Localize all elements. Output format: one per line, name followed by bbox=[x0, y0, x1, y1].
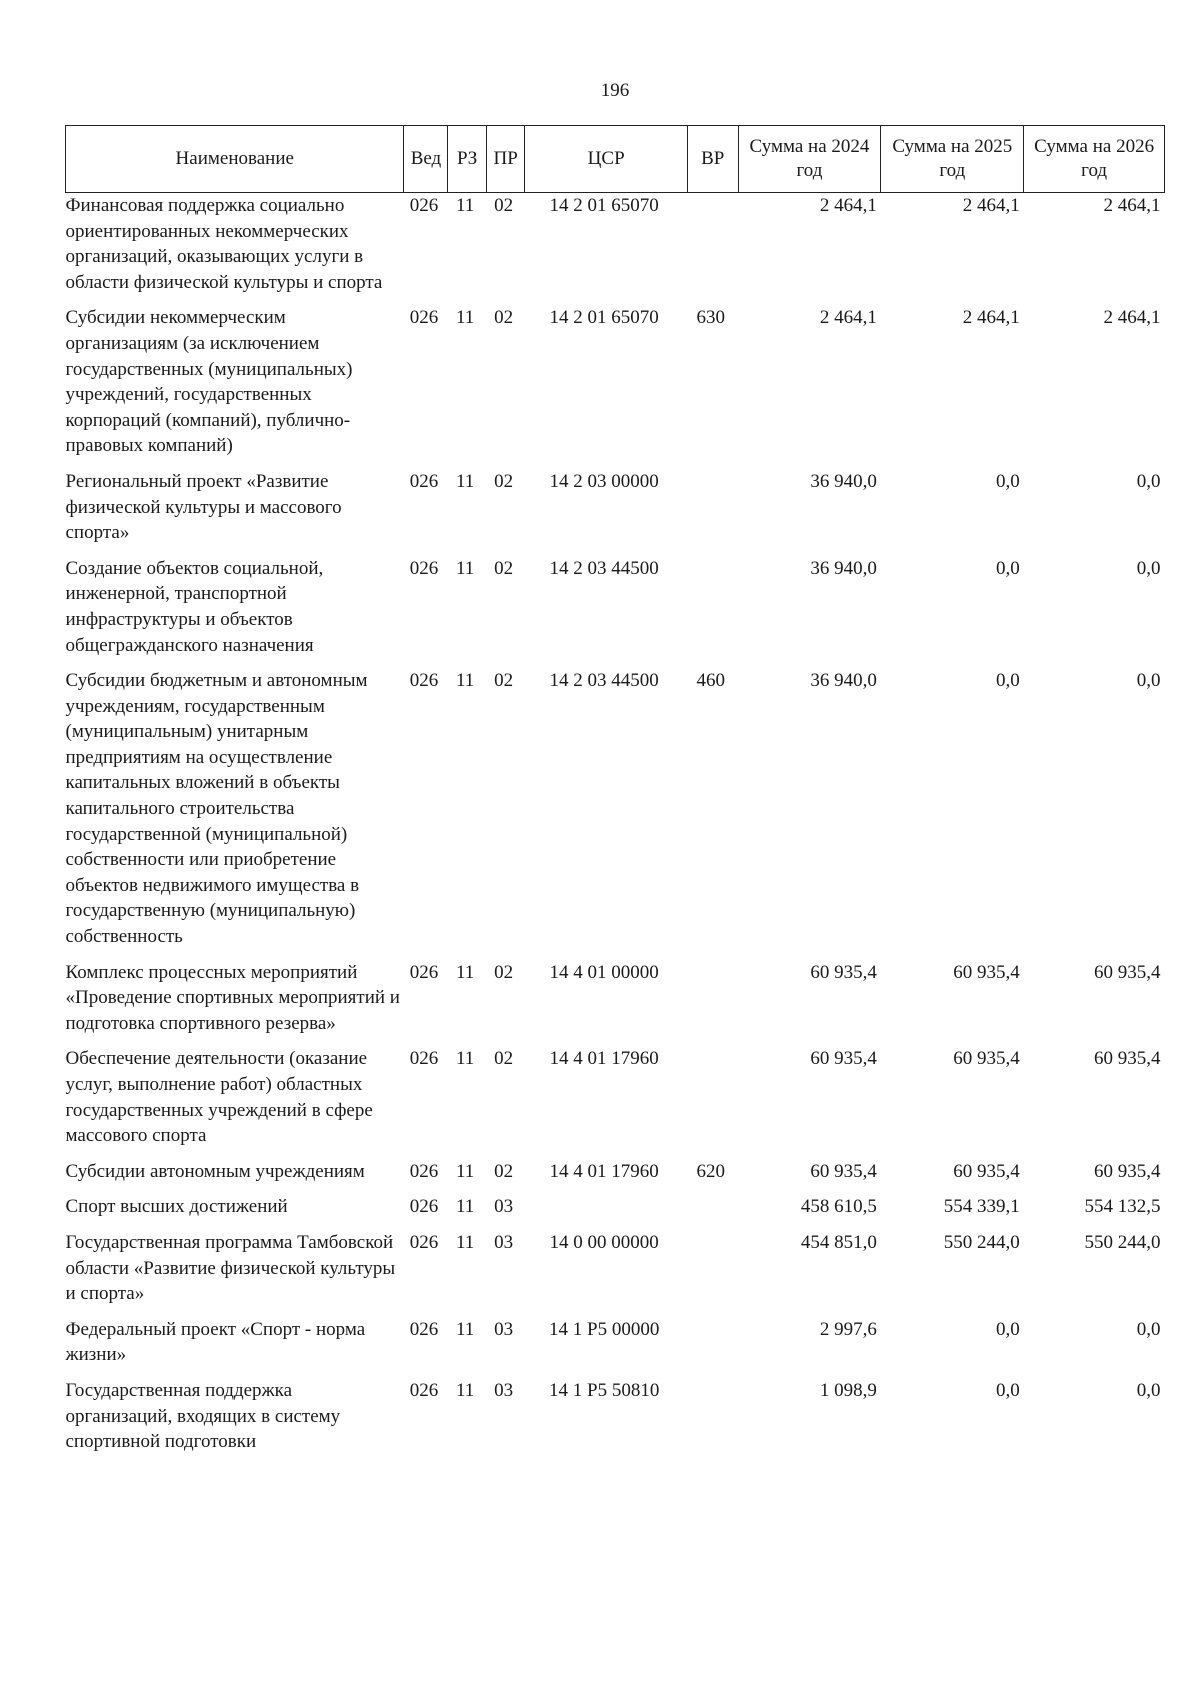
table-row bbox=[66, 193, 1165, 306]
table-row bbox=[66, 305, 1165, 469]
cell-csr: 14 2 01 65070 bbox=[549, 195, 659, 216]
cell-vr bbox=[687, 960, 738, 1047]
cell-vr: 620 bbox=[696, 1160, 725, 1182]
header-rz: РЗ bbox=[448, 126, 486, 193]
cell-csr: 14 2 01 65070 bbox=[549, 307, 659, 329]
cell-ved: 026 bbox=[409, 1160, 439, 1182]
cell-rz: 11 bbox=[456, 1048, 475, 1070]
cell-sum-2026: 0,0 bbox=[1136, 470, 1161, 492]
cell-sum-2025: 60 935,4 bbox=[953, 961, 1020, 983]
cell-pr: 02 bbox=[494, 557, 514, 579]
cell-rz: 11 bbox=[456, 307, 475, 329]
cell-vr bbox=[687, 1317, 738, 1378]
cell-sum-2026: 60 935,4 bbox=[1094, 961, 1161, 983]
cell-sum-2025: 60 935,4 bbox=[953, 1048, 1020, 1070]
cell-name: Создание объектов социальной, инженерной, транспортной инфраструктуры и объектов общегражданского назначения bbox=[65, 557, 324, 656]
cell-rz: 11 bbox=[456, 1379, 475, 1401]
table-header bbox=[66, 126, 1165, 193]
table-row bbox=[66, 960, 1165, 1047]
table-row bbox=[66, 1046, 1165, 1158]
header-csr: ЦСР bbox=[525, 126, 688, 193]
cell-sum-2026: 0,0 bbox=[1136, 1379, 1161, 1401]
cell-ved: 026 bbox=[409, 1318, 439, 1340]
cell-ved: 026 bbox=[409, 1231, 439, 1253]
header-ved: Вед bbox=[404, 126, 448, 193]
cell-rz: 11 bbox=[456, 470, 475, 492]
cell-csr: 14 2 03 44500 bbox=[549, 670, 659, 692]
cell-sum-2024: 36 940,0 bbox=[810, 470, 877, 492]
cell-name: Государственная поддержка организаций, входящих в систему спортивной подготовки bbox=[65, 1379, 341, 1453]
table-row bbox=[66, 1317, 1165, 1378]
table-body bbox=[66, 193, 1165, 1465]
cell-vr bbox=[687, 1046, 738, 1158]
cell-sum-2025: 0,0 bbox=[996, 1379, 1020, 1401]
cell-csr: 14 4 01 17960 bbox=[549, 1048, 659, 1070]
cell-sum-2025: 0,0 bbox=[996, 470, 1020, 492]
cell-sum-2024: 458 610,5 bbox=[800, 1196, 877, 1218]
cell-ved: 026 bbox=[409, 961, 439, 983]
cell-sum-2024: 60 935,4 bbox=[810, 961, 877, 983]
cell-name: Спорт высших достижений bbox=[65, 1196, 288, 1218]
cell-pr: 02 bbox=[494, 1160, 514, 1182]
cell-csr: 14 4 01 17960 bbox=[549, 1160, 659, 1182]
cell-sum-2025: 0,0 bbox=[996, 557, 1020, 579]
cell-sum-2024: 36 940,0 bbox=[810, 557, 877, 579]
cell-sum-2025: 60 935,4 bbox=[953, 1160, 1020, 1182]
cell-pr: 03 bbox=[494, 1379, 514, 1401]
cell-csr: 14 1 Р5 00000 bbox=[549, 1318, 660, 1340]
table-row bbox=[66, 668, 1165, 960]
cell-pr: 02 bbox=[494, 307, 514, 329]
cell-rz: 11 bbox=[456, 1231, 475, 1253]
cell-sum-2024: 1 098,9 bbox=[819, 1379, 877, 1401]
cell-name: Субсидии автономным учреждениям bbox=[65, 1160, 365, 1182]
cell-sum-2025: 0,0 bbox=[996, 670, 1020, 692]
cell-ved: 026 bbox=[409, 307, 439, 329]
cell-name: Региональный проект «Развитие физической культуры и массового спорта» bbox=[65, 470, 342, 544]
cell-sum-2024: 454 851,0 bbox=[800, 1231, 877, 1253]
header-sum-2025: Сумма на 2025 год bbox=[881, 126, 1024, 193]
cell-ved: 026 bbox=[409, 470, 439, 492]
cell-pr: 02 bbox=[494, 961, 514, 983]
cell-ved: 026 bbox=[409, 557, 439, 579]
cell-csr: 14 2 03 44500 bbox=[549, 557, 659, 579]
cell-vr: 460 bbox=[696, 670, 725, 692]
cell-name: Субсидии некоммерческим организациям (за исключением государственных (муниципальных) учреждений, государственных корпораций (компаний), публично-правовых компаний) bbox=[65, 307, 353, 457]
cell-name: Субсидии бюджетным и автономным учреждениям, государственным (муниципальным) унитарным предприятиям на осуществление капитальных вложений в объекты капитального строительства государственной (муниципальной) собственности или приобретение объектов недвижимого имущества в государственную (муниципальную) собственность bbox=[65, 670, 368, 948]
cell-pr: 02 bbox=[494, 1048, 514, 1070]
cell-rz: 11 bbox=[456, 195, 475, 216]
cell-pr: 03 bbox=[494, 1196, 514, 1218]
table-row bbox=[66, 1230, 1165, 1317]
cell-vr bbox=[687, 193, 738, 306]
header-vr: ВР bbox=[687, 126, 738, 193]
cell-vr bbox=[687, 469, 738, 556]
cell-sum-2026: 0,0 bbox=[1136, 557, 1161, 579]
cell-vr bbox=[687, 1230, 738, 1317]
cell-ved: 026 bbox=[409, 1379, 439, 1401]
cell-sum-2025: 2 464,1 bbox=[962, 195, 1020, 216]
cell-vr: 630 bbox=[696, 307, 725, 329]
header-name: Наименование bbox=[66, 126, 404, 193]
cell-sum-2024: 2 997,6 bbox=[819, 1318, 877, 1340]
cell-rz: 11 bbox=[456, 1318, 475, 1340]
cell-vr bbox=[687, 1378, 738, 1465]
cell-name: Федеральный проект «Спорт - норма жизни» bbox=[65, 1318, 366, 1366]
table-row bbox=[66, 1194, 1165, 1230]
cell-rz: 11 bbox=[456, 557, 475, 579]
cell-pr: 03 bbox=[494, 1318, 514, 1340]
cell-sum-2026: 60 935,4 bbox=[1094, 1160, 1161, 1182]
cell-ved: 026 bbox=[409, 1048, 439, 1070]
cell-name: Государственная программа Тамбовской области «Развитие физической культуры и спорта» bbox=[65, 1231, 396, 1305]
table-row bbox=[66, 556, 1165, 668]
cell-ved: 026 bbox=[409, 1196, 439, 1218]
cell-csr: 14 4 01 00000 bbox=[549, 961, 659, 983]
cell-csr: 14 2 03 00000 bbox=[549, 470, 659, 492]
page-number: 196 bbox=[600, 80, 630, 101]
cell-name: Комплекс процессных мероприятий «Проведение спортивных мероприятий и подготовка спортивного резерва» bbox=[65, 961, 400, 1034]
cell-sum-2024: 2 464,1 bbox=[819, 195, 877, 216]
cell-sum-2025: 550 244,0 bbox=[943, 1231, 1020, 1253]
cell-sum-2024: 2 464,1 bbox=[819, 307, 877, 329]
cell-pr: 02 bbox=[494, 470, 514, 492]
cell-csr: 14 0 00 00000 bbox=[549, 1231, 659, 1253]
cell-sum-2025: 554 339,1 bbox=[943, 1196, 1020, 1218]
header-sum-2024: Сумма на 2024 год bbox=[738, 126, 881, 193]
table-row bbox=[66, 1378, 1165, 1465]
cell-ved: 026 bbox=[409, 670, 439, 692]
table-row bbox=[66, 469, 1165, 556]
cell-csr: 14 1 Р5 50810 bbox=[549, 1379, 660, 1401]
header-sum-2026: Сумма на 2026 год bbox=[1024, 126, 1165, 193]
cell-vr bbox=[687, 556, 738, 668]
cell-sum-2026: 550 244,0 bbox=[1084, 1231, 1161, 1253]
cell-sum-2024: 60 935,4 bbox=[810, 1160, 877, 1182]
cell-name: Обеспечение деятельности (оказание услуг, выполнение работ) областных государственных учреждений в сфере массового спорта bbox=[65, 1048, 373, 1147]
cell-rz: 11 bbox=[456, 1160, 475, 1182]
cell-csr bbox=[525, 1194, 688, 1230]
cell-sum-2024: 36 940,0 bbox=[810, 670, 877, 692]
cell-pr: 02 bbox=[494, 195, 514, 216]
cell-pr: 03 bbox=[494, 1231, 514, 1253]
cell-sum-2026: 2 464,1 bbox=[1103, 195, 1161, 216]
cell-sum-2026: 2 464,1 bbox=[1103, 307, 1161, 329]
cell-pr: 02 bbox=[494, 670, 514, 692]
cell-rz: 11 bbox=[456, 670, 475, 692]
cell-sum-2025: 0,0 bbox=[996, 1318, 1020, 1340]
cell-rz: 11 bbox=[456, 1196, 475, 1218]
header-pr: ПР bbox=[486, 126, 524, 193]
cell-sum-2026: 0,0 bbox=[1136, 1318, 1161, 1340]
cell-sum-2026: 0,0 bbox=[1136, 670, 1161, 692]
cell-vr bbox=[687, 1194, 738, 1230]
table-row bbox=[66, 1159, 1165, 1195]
cell-name: Финансовая поддержка социально ориентированных некоммерческих организаций, оказывающих услуги в области физической культуры и спорта bbox=[65, 195, 383, 293]
budget-table bbox=[65, 125, 1165, 1465]
cell-sum-2025: 2 464,1 bbox=[962, 307, 1020, 329]
cell-ved: 026 bbox=[409, 195, 439, 216]
cell-rz: 11 bbox=[456, 961, 475, 983]
cell-sum-2026: 554 132,5 bbox=[1084, 1196, 1161, 1218]
cell-sum-2024: 60 935,4 bbox=[810, 1048, 877, 1070]
cell-sum-2026: 60 935,4 bbox=[1094, 1048, 1161, 1070]
